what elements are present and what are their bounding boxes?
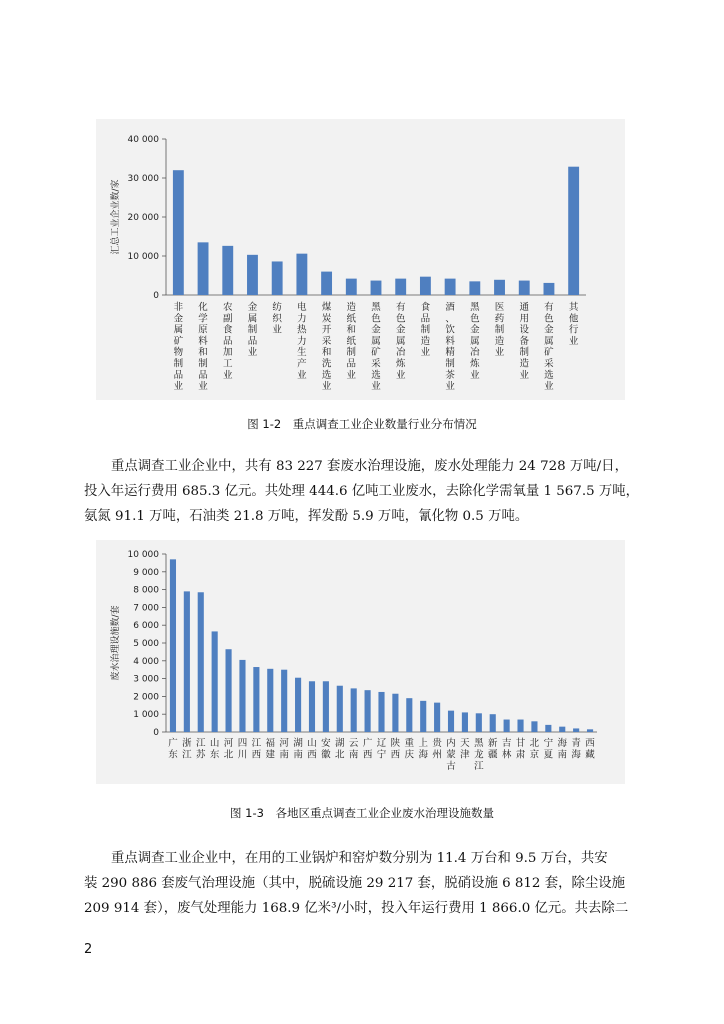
paragraph-line: 重点调查工业企业中，在用的工业锅炉和窑炉数分别为 11.4 万台和 9.5 万台，共安 — [111, 851, 608, 866]
category-label: 纺织业 — [272, 302, 282, 336]
bar — [267, 669, 273, 732]
category-label: 陕西 — [390, 738, 401, 761]
bar — [253, 667, 259, 732]
bar — [420, 277, 431, 295]
bar — [420, 701, 426, 732]
figure-caption-1-3: 图 1-3 各地区重点调查工业企业废水治理设施数量 — [230, 806, 494, 820]
y-axis-label: 废水治理设施数/套 — [111, 605, 121, 681]
bar — [519, 281, 530, 295]
category-label: 造纸和纸制品业 — [346, 302, 357, 381]
y-tick-label: 7 000 — [133, 603, 159, 614]
bar — [337, 686, 343, 732]
bar — [247, 255, 258, 295]
bar — [448, 711, 454, 732]
category-label: 电力热力生产业 — [297, 302, 307, 381]
category-label: 内蒙古 — [446, 738, 456, 772]
bar — [568, 167, 579, 295]
category-label: 河南 — [279, 738, 289, 761]
bar — [406, 698, 412, 732]
bar — [295, 678, 301, 732]
region-bar-chart — [96, 540, 625, 784]
paragraph-line: 装 290 886 套废气治理设施（其中，脱硫设施 29 217 套，脱硝设施 6 812 套，除尘设施 — [84, 876, 626, 891]
category-label: 江苏 — [196, 738, 206, 761]
paragraph-line: 投入年运行费用 685.3 亿元。共处理 444.6 亿吨工业废水，去除化学需氧量 1 567.5 万吨， — [84, 484, 640, 499]
y-tick-label: 4 000 — [133, 656, 159, 667]
y-tick-label: 9 000 — [133, 567, 159, 578]
category-label: 山东 — [209, 738, 220, 761]
category-label: 广东 — [168, 738, 178, 761]
bar — [504, 720, 510, 732]
paragraph-exhaust-gas — [84, 846, 642, 921]
bar — [212, 631, 218, 732]
category-label: 河北 — [223, 738, 234, 761]
bar — [544, 283, 555, 295]
category-label: 其他行业 — [568, 302, 579, 347]
category-label: 有色金属矿采选业 — [544, 302, 554, 393]
category-label: 金属制品业 — [247, 302, 258, 359]
bar — [469, 281, 480, 295]
category-label: 浙江 — [182, 738, 192, 761]
industry-bar-chart — [96, 119, 625, 400]
bar — [170, 559, 176, 732]
bar — [476, 713, 482, 732]
y-tick-label: 0 — [153, 291, 159, 301]
category-label: 湖南 — [293, 738, 303, 761]
y-tick-label: 20 000 — [127, 213, 159, 223]
category-label: 青海 — [571, 738, 581, 761]
bar — [392, 694, 398, 732]
figure-caption-1-2: 图 1-2 重点调查工业企业数量行业分布情况 — [247, 417, 477, 431]
bar — [559, 727, 565, 732]
y-tick-label: 6 000 — [133, 621, 159, 632]
y-tick-label: 8 000 — [133, 585, 159, 596]
bar — [184, 591, 190, 732]
category-label: 辽宁 — [376, 738, 387, 761]
bar — [281, 670, 287, 732]
y-tick-label: 2 000 — [133, 692, 159, 703]
bar — [323, 681, 329, 732]
y-tick-label: 40 000 — [127, 135, 159, 145]
category-label: 黑色金属矿采选业 — [371, 302, 381, 393]
bar — [321, 272, 332, 295]
category-label: 有色金属冶炼业 — [395, 302, 406, 381]
category-label: 吉林 — [501, 738, 512, 761]
category-label: 江西 — [251, 738, 262, 761]
bar — [573, 728, 579, 732]
y-tick-label: 30 000 — [127, 174, 159, 184]
page-number: 2 — [84, 942, 93, 957]
category-label: 四川 — [237, 738, 248, 761]
bar — [545, 725, 551, 732]
bar — [434, 703, 440, 732]
industry-chart-panel — [96, 119, 625, 400]
category-label: 福建 — [265, 738, 276, 761]
y-tick-label: 10 000 — [127, 252, 159, 262]
category-label: 新疆 — [487, 738, 498, 761]
category-label: 黑色金属冶炼业 — [470, 302, 480, 381]
y-tick-label: 0 — [153, 728, 159, 738]
y-axis-label: 汇总工业企业数/家 — [111, 179, 121, 255]
bar — [395, 279, 406, 295]
y-tick-label: 5 000 — [133, 639, 159, 649]
bar — [494, 280, 505, 295]
bar — [198, 242, 209, 295]
bar — [531, 721, 537, 732]
category-label: 上海 — [418, 738, 428, 761]
paragraph-line: 209 914 套），废气处理能力 168.9 亿米³/小时，投入年运行费用 1 866.0 亿元。共去除二 — [84, 901, 629, 916]
category-label: 农副食品加工业 — [223, 302, 233, 381]
category-label: 安徽 — [321, 738, 331, 761]
category-label: 重庆 — [404, 738, 415, 761]
bar — [222, 246, 233, 295]
category-label: 医药制造业 — [494, 302, 505, 359]
bar — [378, 692, 384, 732]
category-label: 食品制造业 — [420, 302, 431, 359]
category-label: 煤炭开采和洗选业 — [321, 302, 332, 393]
bar — [173, 170, 184, 295]
bar — [462, 712, 468, 732]
bar — [365, 690, 371, 732]
category-label: 贵州 — [432, 738, 442, 761]
category-label: 通用设备制造业 — [519, 302, 529, 381]
bar — [296, 254, 307, 295]
category-label: 广西 — [362, 738, 373, 761]
bar — [587, 729, 593, 732]
bar — [198, 592, 204, 732]
paragraph-line: 氨氮 91.1 万吨，石油类 21.8 万吨，挥发酚 5.9 万吨，氰化物 0.5 万吨。 — [84, 509, 529, 524]
y-tick-label: 1 000 — [133, 710, 159, 721]
paragraph-wastewater — [84, 454, 642, 529]
paragraph-line: 重点调查工业企业中，共有 83 227 套废水治理设施，废水处理能力 24 728 万吨/日， — [111, 459, 628, 474]
category-label: 西藏 — [585, 738, 595, 761]
bar — [351, 688, 357, 732]
bar — [346, 279, 357, 295]
category-label: 山西 — [307, 738, 317, 761]
bar — [239, 660, 245, 732]
bar — [445, 279, 456, 295]
category-label: 非金属矿物制品业 — [173, 302, 184, 393]
category-label: 甘肃 — [515, 738, 526, 761]
bar — [371, 281, 382, 295]
category-label: 化学原料和制品业 — [198, 302, 208, 393]
category-label: 宁夏 — [543, 738, 554, 761]
bar — [309, 681, 315, 732]
category-label: 云南 — [348, 738, 359, 761]
category-label: 湖北 — [335, 738, 345, 761]
y-tick-label: 10 000 — [127, 550, 159, 560]
bar — [226, 649, 232, 732]
category-label: 北京 — [529, 738, 540, 761]
bar — [517, 720, 523, 732]
category-label: 黑龙江 — [474, 738, 484, 772]
category-label: 天津 — [460, 738, 470, 761]
bar — [272, 261, 283, 295]
y-tick-label: 3 000 — [133, 674, 159, 685]
category-label: 海南 — [557, 738, 567, 761]
region-chart-panel — [96, 540, 625, 784]
bar — [490, 714, 496, 732]
category-label: 酒、饮料精制茶业 — [445, 302, 455, 393]
